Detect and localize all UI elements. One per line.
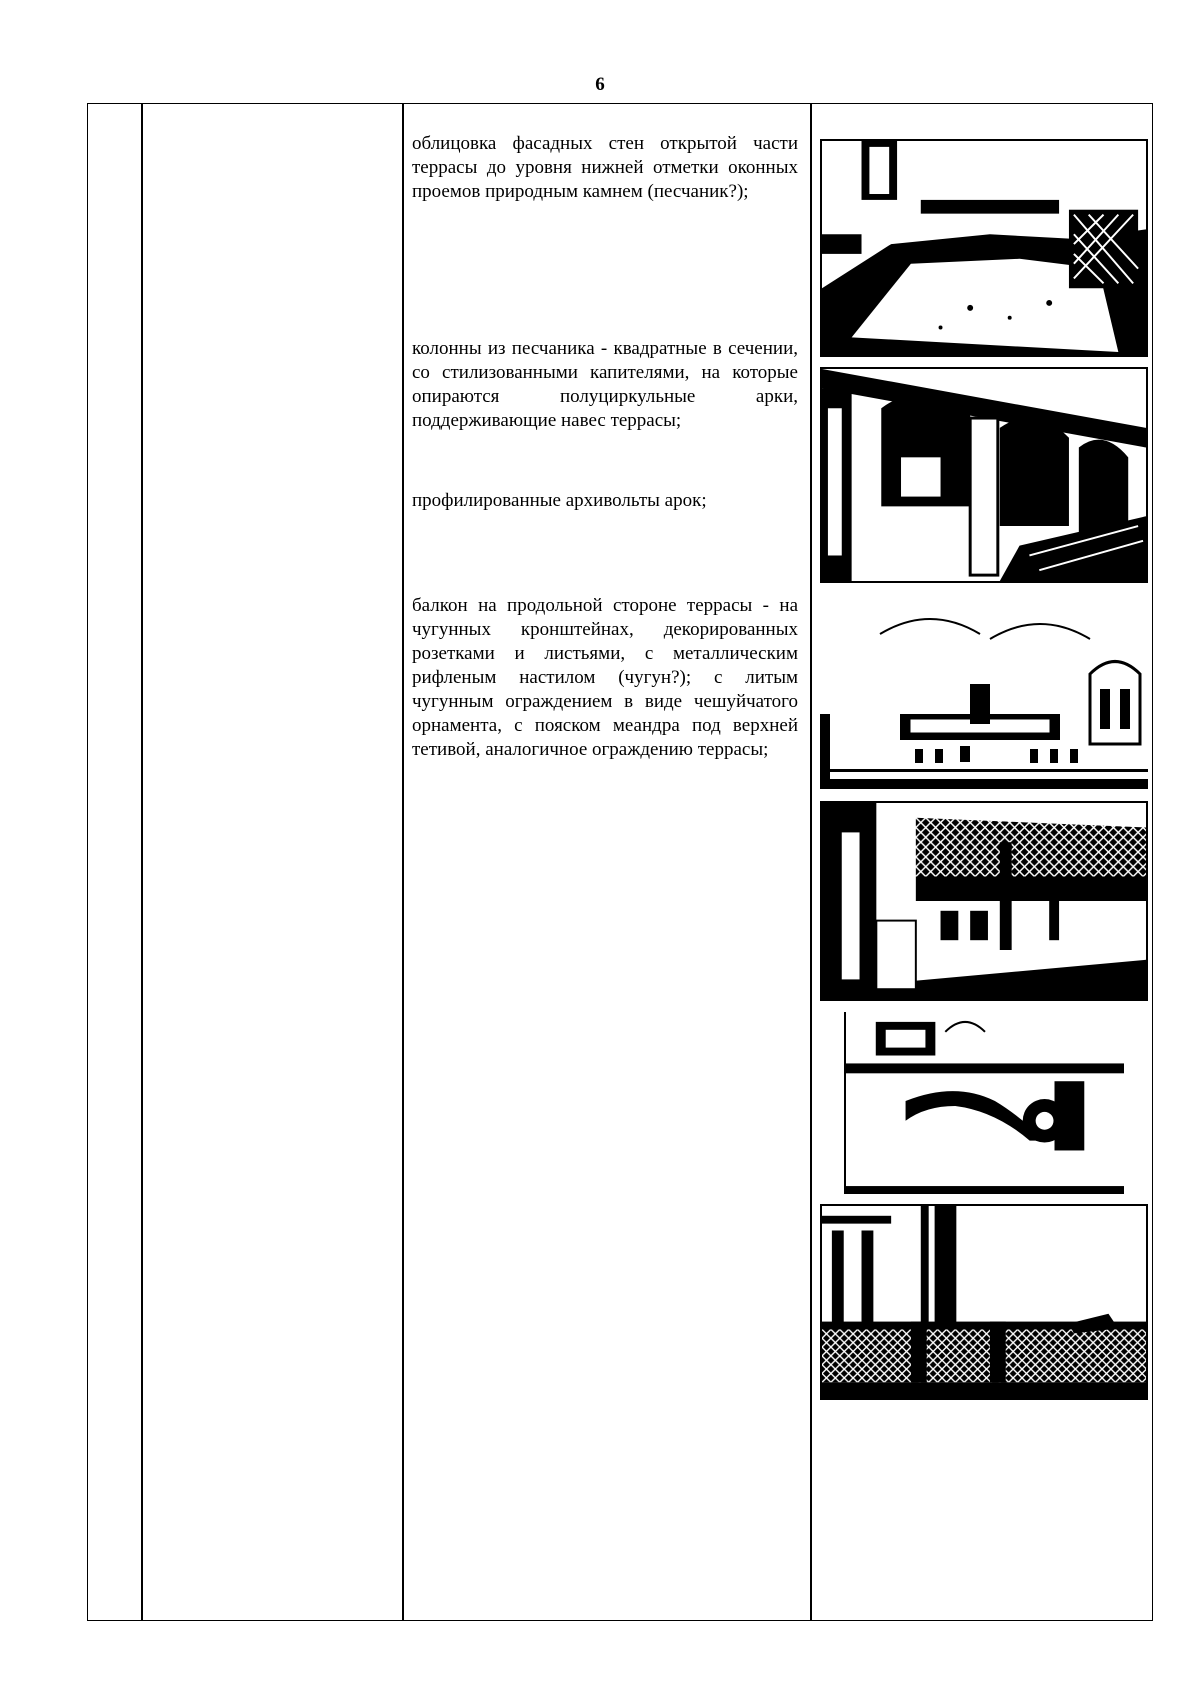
column-divider-3 xyxy=(810,104,812,1620)
photo-balcony-railing xyxy=(820,801,1148,1001)
paragraph-balcony: балкон на продольной стороне террасы - на чугунных кронштейнах, декорированных розетками и листьями, с металлическим рифленым настилом (чугун?); с литым чугунным ограждением в виде чешуйчатого орнамента, с пояском меандра под верхней тетивой, аналогичное ограждению террасы; xyxy=(412,595,798,760)
column-divider-1 xyxy=(141,104,143,1620)
photo-cast-iron-bracket xyxy=(844,1012,1124,1194)
paragraph-sandstone-columns: колонны из песчаника - квадратные в сечении, со стилизованными капителями, на которые опираются полуциркульные арки, поддерживающие навес террасы; xyxy=(412,338,798,431)
photo-columns-arches xyxy=(820,367,1148,583)
paragraph-archivolts: профилированные архивольты арок; xyxy=(412,490,707,511)
paragraph-facade-cladding: облицовка фасадных стен открытой части террасы до уровня нижней отметки оконных проемов природным камнем (песчаник?); xyxy=(412,133,798,202)
object-description-table xyxy=(87,103,1153,1621)
photo-terrace-railing xyxy=(820,1204,1148,1400)
photo-balcony-facade xyxy=(820,594,1148,789)
page-number: 6 xyxy=(595,74,605,95)
column-divider-2 xyxy=(402,104,404,1620)
photo-terrace-cladding xyxy=(820,139,1148,357)
